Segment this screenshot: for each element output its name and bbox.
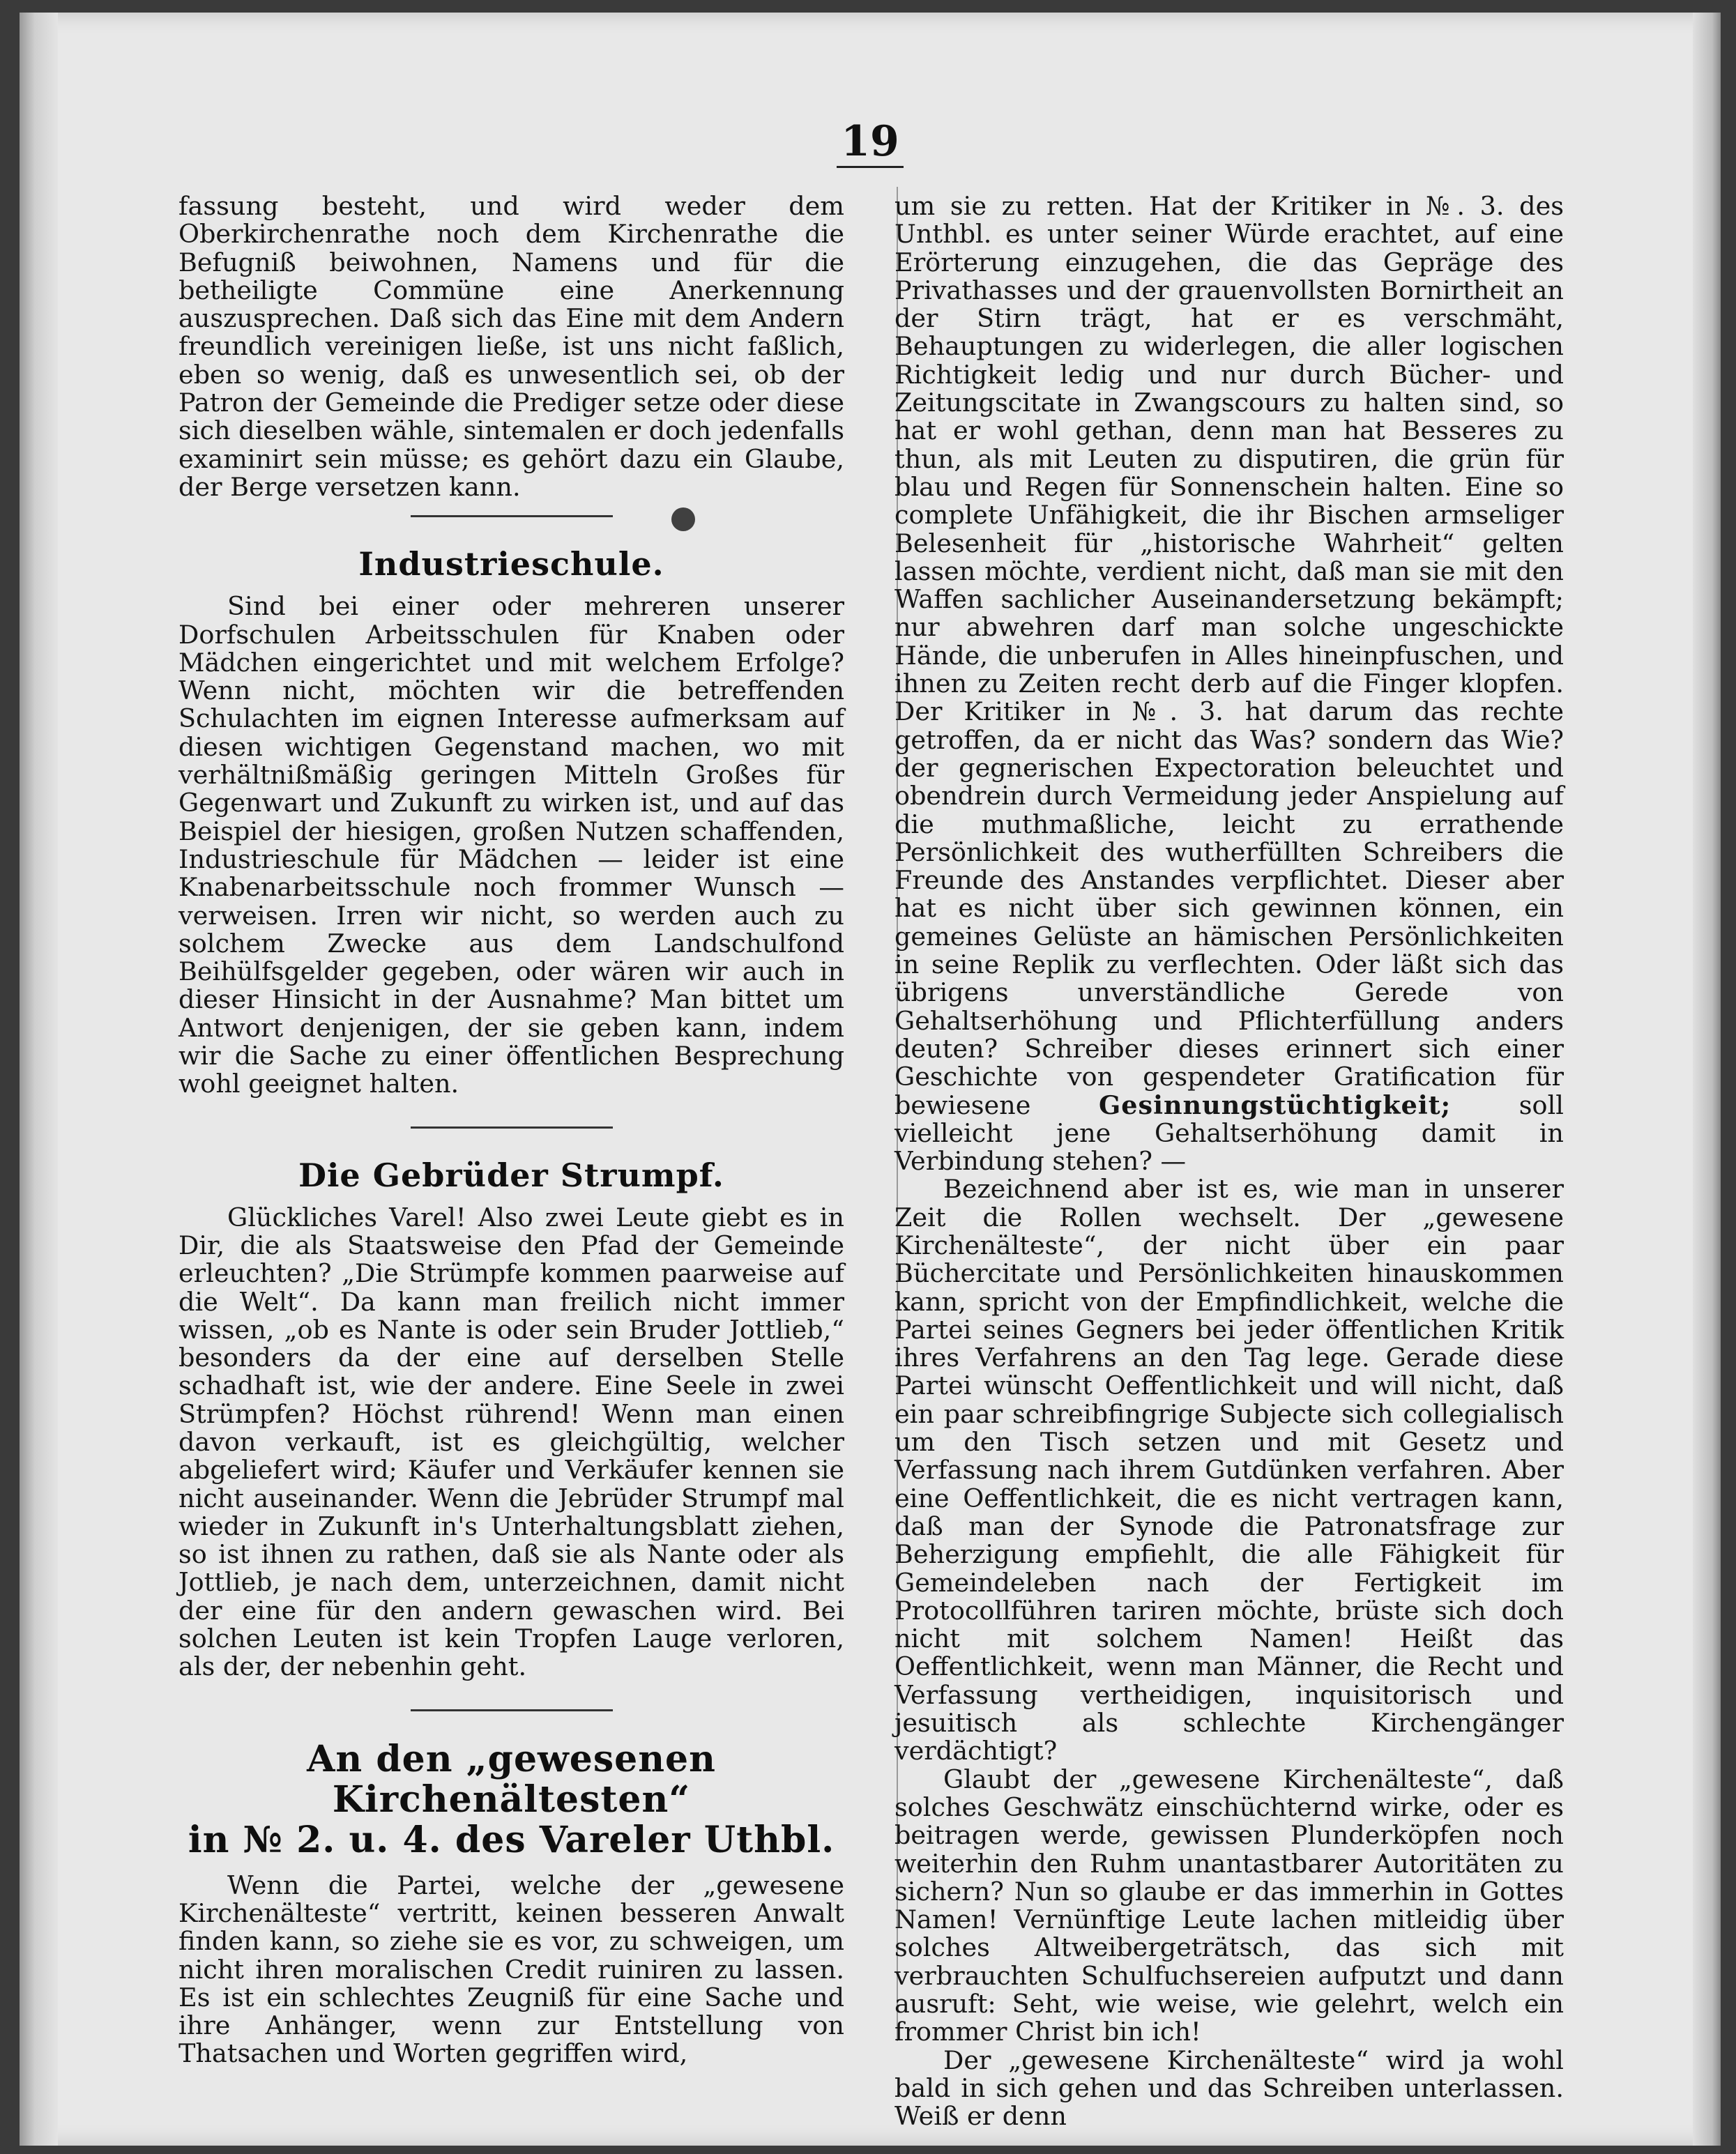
emphasized-word: Gesinnungstüchtigkeit; <box>1098 1090 1452 1120</box>
left-column <box>178 192 844 2068</box>
separator-rule <box>411 515 613 517</box>
section-heading-industrieschule: Industrieschule. <box>358 545 664 583</box>
right-paragraph-4: Der „gewesene Kirchenälteste“ wird ja wohl bald in sich gehen und das Schreiben unterlassen. Weiß er denn <box>894 2045 1564 2132</box>
section-heading-kirchenaeltesten-line2: in № 2. u. 4. des Vareler Uthbl. <box>188 1818 835 1861</box>
separator-rule <box>411 1126 613 1129</box>
separator-rule <box>411 1709 613 1711</box>
right-paragraph-2: Bezeichnend aber ist es, wie man in unserer Zeit die Rollen wechselt. Der „gewesene Kirchenälteste“, der nicht über ein paar Büchercitate und Persönlichkeiten hinauskommen kann, spricht von der Empfindlichkeit, welche die Partei seines Gegners bei jeder öffentlichen Kritik ihres Verfahrens an den Tag lege. Gerade diese Partei wünscht Oeffentlichkeit und will nicht, daß ein paar schreibfingrige Subjecte sich collegialisch um den Tisch setzen und mit Gesetz und Verfassung nach ihrem Gutdünken verfahren. Aber eine Oeffentlichkeit, die es nicht vertragen kann, daß man der Synode die Patronatsfrage zur Beherzigung empfiehlt, die alle Fähigkeit für Gemeindeleben nach der Fertigkeit im Protocollführen tariren möchte, brüste sich doch nicht mit solchem Namen! Heißt das Oeffentlichkeit, wenn man Männer, die Recht und Verfassung vertheidigen, inquisitorisch und jesuitisch als schlechte Kirchengänger verdächtigt? <box>894 1174 1564 1766</box>
right-paragraph-1 <box>894 192 1564 1175</box>
gebrueder-strumpf-paragraph: Glückliches Varel! Also zwei Leute giebt es in Dir, die als Staatsweise den Pfad der Gemeinde erleuchten? „Die Strümpfe kommen paarweise auf die Welt“. Da kann man freilich nicht immer wissen, „ob es Nante is oder sein Bruder Jottlieb,“ besonders da der eine auf derselben Stelle schadhaft ist, wie der andere. Eine Seele in zwei Strümpfen? Höchst rührend! Wenn man einen davon verkauft, ist es gleichgültig, welcher abgeliefert wird; Käufer und Verkäufer kennen sie nicht auseinander. Wenn die Jebrüder Strumpf mal wieder in Zukunft in's Unterhaltungsblatt ziehen, so ist ihnen zu rathen, daß sie als Nante oder als Jottlieb, je nach dem, unterzeichnen, damit nicht der eine für den andern gewaschen wird. Bei solchen Leuten ist kein Tropfen Lauge verloren, als der, der nebenhin geht. <box>178 1202 844 1682</box>
industrieschule-paragraph: Sind bei einer oder mehreren unserer Dorfschulen Arbeitsschulen für Knaben oder Mädchen eingerichtet und mit welchem Erfolge? Wenn nicht, möchten wir die betreffenden Schulachten im eignen Interesse aufmerksam auf diesen wichtigen Gegenstand machen, wo mit verhältnißmäßig geringen Mitteln Großes für Gegenwart und Zukunft zu wirken ist, und auf das Beispiel der hiesigen, großen Nutzen schaffenden, Industrieschule für Mädchen — leider ist eine Knabenarbeitsschule noch frommer Wunsch — verweisen. Irren wir nicht, so werden auch zu solchem Zwecke aus dem Landschulfond Beihülfsgelder gegeben, oder wären wir auch in dieser Hinsicht in der Ausnahme? Man bittet um Antwort denjenigen, der sie geben kann, indem wir die Sache zu einer öffentlichen Besprechung wohl geeignet halten. <box>178 591 844 1099</box>
right-paragraph-1-tail: soll vielleicht jene Gehaltserhöhung damit in Verbindung stehen? — <box>894 1090 1564 1177</box>
page-number: 19 <box>20 117 1721 166</box>
page-spine <box>20 13 58 2146</box>
right-paragraph-3: Glaubt der „gewesene Kirchenälteste“, daß solches Geschwätz einschüchternd wirke, oder es beitragen werde, gewissen Plunderköpfen noch weiterhin den Ruhm unantastbarer Autoritäten zu sichern? Nun so glaube er das immerhin in Gottes Namen! Vernünftige Leute lachen mitleidig über solches Altweibergeträtsch, das sich mit verbrauchten Schulfuchsereien aufputzt und dann ausruft: Seht, wie weise, wie gelehrt, welch ein frommer Christ bin ich! <box>894 1764 1564 2047</box>
right-paragraph-1-text: um sie zu retten. Hat der Kritiker in №. 3. des Unthbl. es unter seiner Würde erachtet, auf eine Erörterung einzugehen, die das Gepräge des Privathasses und der grauenvollsten Bornirtheit an der Stirn trägt, hat er es verschmäht, Behauptungen zu widerlegen, die aller logischen Richtigkeit ledig und nur durch Bücher- und Zeitungscitate in Zwangscours zu halten sind, so hat er wohl gethan, denn man hat Besseres zu thun, als mit Leuten zu disputiren, die grün für blau und Regen für Sonnenschein halten. Eine so complete Unfähigkeit, die ihr Bischen armseliger Belesenheit für „historische Wahrheit“ gelten lassen möchte, verdient nicht, daß man sie mit den Waffen sachlicher Auseinandersetzung bekämpft; nur abwehren darf man solche ungeschickte Hände, die unberufen in Alles hineinpfuschen, und ihnen zu Zeiten recht derb auf die Finger klopfen. Der Kritiker in №. 3. hat darum das rechte getroffen, da er nicht das Was? sondern das Wie? der gegnerischen Expectoration beleuchtet und obendrein durch Vermeidung jeder Anspielung auf die muthmaßliche, leicht zu errathende Persönlichkeit des wutherfüllten Schreibers die Freunde des Anstandes verpflichtet. Dieser aber hat es nicht über sich gewinnen können, ein gemeines Gelüste an hämischen Persönlichkeiten in seine Replik zu verflechten. Oder läßt sich das übrigens unverständliche Gerede von Gehaltserhöhung und Pflichterfüllung anders deuten? Schreiber dieses erinnert sich einer Geschichte von gespendeter Gratification für bewiesene <box>894 191 1564 1120</box>
kirchenaeltesten-paragraph: Wenn die Partei, welche der „gewesene Kirchenälteste“ vertritt, keinen besseren Anwalt finden kann, so ziehe sie es vor, zu schweigen, um nicht ihren moralischen Credit ruiniren zu lassen. Es ist ein schlechtes Zeugniß für eine Sache und ihre Anhänger, wenn zur Entstellung von Thatsachen und Worten gegriffen wird, <box>178 1870 844 2069</box>
page-fore-edge <box>1693 13 1721 2146</box>
intro-paragraph: fassung besteht, und wird weder dem Oberkirchenrathe noch dem Kirchenrathe die Befugniß beiwohnen, Namens und für die betheiligte Commüne eine Anerkennung auszusprechen. Daß sich das Eine mit dem Andern freundlich vereinigen ließe, ist uns nicht faßlich, eben so wenig, daß es unwesentlich sei, ob der Patron der Gemeinde die Prediger setze oder diese sich dieselben wähle, sintemalen er doch jedenfalls examinirt sein müsse; es gehört dazu ein Glaube, der Berge versetzen kann. <box>178 191 844 502</box>
section-heading-gebrueder-strumpf: Die Gebrüder Strumpf. <box>298 1156 724 1194</box>
right-column <box>894 192 1564 2130</box>
section-heading-kirchenaeltesten-line1: An den „gewesenen Kirchenältesten“ <box>307 1737 716 1821</box>
newspaper-page <box>20 13 1721 2146</box>
